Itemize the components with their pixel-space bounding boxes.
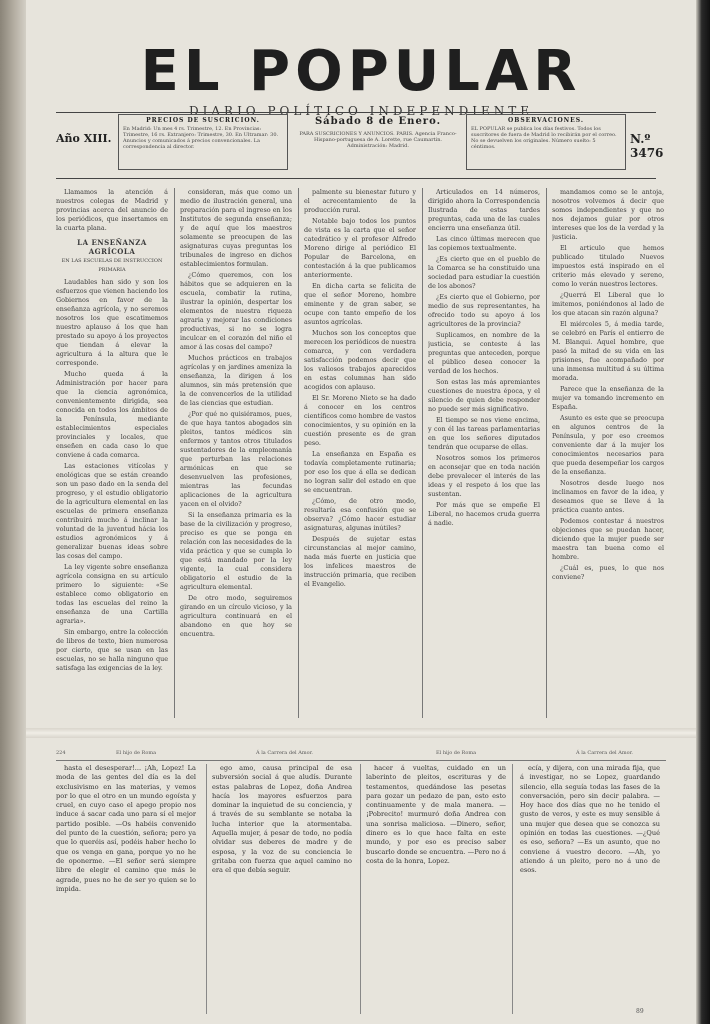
column-divider — [512, 764, 513, 1014]
article-paragraph: El Sr. Moreno Nieto se ha dado á conocer en los centros científicos como hombre de vastos conocimientos, y su opinión en la cuestión presente es de gran peso. — [304, 394, 416, 447]
issue-date: Sábado 8 de Enero. — [314, 116, 442, 127]
article-paragraph: El articulo que hemos publicado titulado Nuevos impuestos está inspirado en el criterio más elevado y sereno, como lo verán nuestros lectores. — [552, 244, 664, 288]
column-divider — [298, 188, 299, 718]
serial-text: ecía, y dijera, con una mirada fija, que á investigar, no se Lopez, guardando silencio, ella seguía todas las fases de la conversación, pero sin decir palabra. —Hoy hace dos días que no he tenido el gusto de veros, y este es muy sensible á una mujer que desea que se conozca su opinión en todas las cuestiones. —¿Qué es eso, señora? —Es un asunto, que no conviene á vuestro decoro. —Ah, yo atiendo á un pleito, pero no á uno de esos. — [520, 764, 660, 875]
lower-header-right: Á la Carrera del Amor. — [576, 750, 634, 756]
article-paragraph: De otro modo, seguiremos girando en un círculo vicioso, y la agricultura continuará en el abandono en que hoy se encuentra. — [180, 594, 292, 638]
lower-header-center: Á la Carrera del Amor. — [256, 750, 314, 756]
article-paragraph: ¿Cómo queremos, con los hábitos que se adquieren en la escuela, combatir la rutina, ilustrar la opinión, despertar los elementos de nuestra riqueza agraria y mejorar las condiciones productivas, si no se logra inculcar en el corazón del niño el amor á las cosas del campo? — [180, 271, 292, 351]
serial-column — [366, 764, 506, 1014]
article-paragraph: Llamamos la atención á nuestros colegas de Madrid y provincias acerca del anuncio de los periódicos, que insertamos en la cuarta plana. — [56, 188, 168, 232]
article-paragraph: Nosotros somos los primeros en aconsejar que en toda nación debe prevalecer el interés de las ideas y el respeto á los que las sustentan. — [428, 454, 540, 498]
serial-text: ego amo, causa principal de esa subversión social á que aludís. Durante estas palabras de Lopez, doña Andrea hacía los mayores esfuerzos para dominar la inquietud de su conciencia, y á través de su semblante se notaba la lucha interior que la atormentaba. Aquella mujer, á pesar de todo, no podía olvidar sus deberes de madre y de esposa, y la voz de su conciencia le gritaba con fuerza que aquel camino no era el que debía seguir. — [212, 764, 352, 875]
article-paragraph: ¿Es cierto que el Gobierno, por medio de sus representantes, ha ofrecido todo su apoyo á los agricultores de la provincia? — [428, 293, 540, 328]
article-paragraph: Podemos contestar á nuestros objeciones que se puedan hacer, diciendo que la mujer puede ser maestra tan buena como el hombre. — [552, 517, 664, 561]
year-label: Año XIII. — [56, 132, 112, 145]
article-paragraph: ¿Cuál es, pues, lo que nos conviene? — [552, 564, 664, 581]
article-paragraph: Las cinco últimas merecen que las copiemos textualmente. — [428, 235, 540, 252]
article-paragraph: ¿Querrá El Liberal que lo imitemos, poniéndonos al lado de los que atacan sin razón alguna? — [552, 291, 664, 317]
subscription-heading: PRECIOS DE SUSCRICION. — [146, 117, 260, 124]
article-column — [552, 188, 664, 718]
column-divider — [174, 188, 175, 718]
article-paragraph: Parece que la enseñanza de la mujer va tomando incremento en España. — [552, 385, 664, 411]
observations-body: EL POPULAR se publica los días festivos. Todos los suscritores de fuera de Madrid lo recibirán por el correo. No se devuelven los originales. Número suelto: 5 céntimos. — [471, 126, 617, 150]
article-paragraph: Laudables han sido y son los esfuerzos que vienen haciendo los Gobiernos en favor de la enseñanza agrícola, y no seremos nosotros los que escatimemos nuestro aplauso á los que han prestado su apoyo á los proyectos que tiendan á elevar la agricultura á la altura que le corresponde. — [56, 278, 168, 367]
article-paragraph: En dicha carta se felicita de que el señor Moreno, hombre eminente y de gran saber, se ocupe con tanto empeño de los asuntos agrícolas. — [304, 282, 416, 326]
newspaper-page — [26, 0, 696, 1024]
lower-header-center-right: El hijo de Roma — [436, 750, 477, 756]
article-paragraph: El tiempo se nos viene encima, y con él las tareas parlamentarias en que los señores diputados tendrán que ocuparse de ellas. — [428, 416, 540, 451]
serial-text: hasta el desesperar!... ¡Ah, Lopez! La moda de las gentes del día es la del exclusivismo en las materias, y vemos por lo que el otro en un mundo egoísta y cruel, en cuyo caso el apego propio nos induce á sacar cada uno para sí el mejor partido posible. —Os habéis convenido del punto de la cuestión, señora; pero ya que lo queréis así, podéis haber hecho lo que os venga en gana, porque yo no he de oponerme. —El señor será siempre libre de elegir el camino que más le agrade, pues no he de ser yo quien se lo impida. — [56, 764, 196, 893]
article-paragraph: ¿Por qué no quisiéramos, pues, de que haya tantos abogados sin pleitos, tantos médicos sin enfermos y tantos otros titulados sustentadores de la empleomanía que perturban las relaciones armónicas en que se desenvuelven las profesiones, mientras las fecundas aplicaciones de la agricultura yacen en el olvido? — [180, 410, 292, 508]
serial-column — [56, 764, 196, 1014]
article-paragraph: Articulados en 14 números, dirigido ahora la Correspondencia Ilustrada de estas tardes preguntas, cada una de las cuales encierra una enseñanza útil. — [428, 188, 540, 232]
article-headline: LA ENSEÑANZA AGRÍCOLA — [77, 238, 147, 256]
article-paragraph: Las estaciones vitícolas y enológicas que se están creando son un paso dado en la senda del progreso, y el estudio obligatorio de la agricultura elemental en las escuelas de primera enseñanza contribuirá mucho á inclinar la voluntad de la juventud hácia los estudios agronómicos y á generalizar buenas ideas sobre las cosas del campo. — [56, 462, 168, 560]
upper-columns — [56, 188, 666, 718]
article-paragraph: Nosotros desde luego nos inclinamos en favor de la idea, y deseamos que se lleve á la práctica cuanto antes. — [552, 479, 664, 514]
issue-number: N.º 3476 — [630, 132, 664, 160]
article-paragraph: Sin embargo, entre la colección de libros de texto, bien numerosa por cierto, que se usan en las escuelas, no se halla ninguno que satisfaga las exigencias de la ley. — [56, 628, 168, 672]
lower-header-center-left: El hijo de Roma — [116, 750, 157, 756]
newspaper-subtitle: DIARIO POLÍTICO INDEPENDIENTE — [189, 104, 533, 118]
article-paragraph: Suplicamos, en nombre de la justicia, se conteste á las preguntas que anteceden, porque el público desea conocer la verdad de los hechos. — [428, 331, 540, 375]
article-column — [56, 188, 168, 718]
article-paragraph: Si la enseñanza primaria es la base de la civilización y progreso, preciso es que se ponga en relación con las necesidades de la vida práctica y que se cumpla lo que está mandado por la ley vigente, la cual considera obligatorio el estudio de la agricultura elemental. — [180, 511, 292, 591]
article-paragraph: La enseñanza en España es todavía completamente rutinaria; por eso los que á ella se dedican no logran salir del estado en que se encuentran. — [304, 450, 416, 494]
lower-page-header — [56, 748, 666, 761]
serial-text: hacer á vueltas, cuidado en un laberinto de pleitos, escrituras y de testamentos, quedándose las pesetas para gozar un pedazo de pan, esto esto continuamente y de mala manera. —¡Pobrecito! murmuró doña Andrea con una sonrisa maliciosa. —Dinero, señor, dinero es lo que hace falta en este mundo, y por eso es preciso saber buscarlo donde se encuentra. —Pero no á costa de la honra, Lopez. — [366, 764, 506, 865]
book-spine — [0, 0, 26, 1024]
article-paragraph: Muchos prácticos en trabajos agrícolas y en jardines ameniza la enseñanza, la dirigen á los alumnos, sin más pretensión que la de convencerlos de la utilidad de las ciencias que estudian. — [180, 354, 292, 407]
article-paragraph: Después de sujetar estas circunstancias al mejor camino, nada más fuerte en justicia que los infelices maestros de instrucción primaria, que reciben el Evangelio. — [304, 535, 416, 588]
article-paragraph: Asunto es este que se preocupa en algunos centros de la Península, y por eso creemos conveniente dar á la mujer los conocimientos necesarios para que pueda desempeñar los cargos de la enseñanza. — [552, 414, 664, 476]
subscription-box — [118, 114, 288, 170]
article-paragraph: consideran, más que como un medio de ilustración general, una preparación para el ingreso en los Institutos de segunda enseñanza; y de aquí que los maestros solamente se preocupen de las asignaturas cuyas preguntas los tribunales de ingreso en dichos establecimientos formulan. — [180, 188, 292, 268]
observations-heading: OBSERVACIONES. — [508, 117, 584, 124]
newspaper-title: EL POPULAR — [140, 39, 582, 104]
infobar-rule-bottom — [56, 178, 656, 179]
article-paragraph: Mucho queda á la Administración por hacer para que la ciencia agronómica, convenientemente dirigida, sea conocida en todos los ámbitos de la Península, mediante establecimientos especiales provinciales y locales, que enseñen en cada caso lo que conviene á cada comarca. — [56, 370, 168, 459]
page-right-edge — [696, 0, 710, 1024]
article-paragraph: Notable bajo todos los puntos de vista es la carta que el señor catedrático y el profesor Alfredo Moreno dirige al periódico El Popular de Barcelona, en contestación á la que publicamos anteriormente. — [304, 217, 416, 279]
column-divider — [546, 188, 547, 718]
article-subheadline: EN LAS ESCUELAS DE INSTRUCCION PRIMARIA — [61, 258, 163, 273]
serial-column — [212, 764, 352, 1014]
article-paragraph: Muchos son los conceptos que merecen los periódicos de nuestra comarca, y con verdadera satisfacción podemos decir que los valiosos trabajos aparecidos en estas columnas han sido acogidos con aplauso. — [304, 329, 416, 391]
article-column — [428, 188, 540, 718]
article-paragraph: ¿Cómo, de otro modo, resultaría esa confusión que se observa? ¿Cómo hacer estudiar asignaturas, algunas inútiles? — [304, 497, 416, 532]
subscription-body: En Madrid: Un mes 4 rs. Trimestre, 12. En Provincias: Trimestre, 16 rs. Extranjero: Trimestre, 30. En Ultramar: 30. Anuncios y comunicados á precios convencionales. La correspondencia al director. — [123, 126, 279, 150]
column-divider — [206, 764, 207, 1014]
lower-header-left: 224 — [56, 750, 66, 756]
date-box-body: PARA SUSCRICIONES Y ANUNCIOS. PARIS. Agencia Franco-Hispano-portuguesa de A. Lorette, rue Caumartin. Administración: Madrid. — [299, 131, 457, 149]
article-paragraph: mandamos como se le antoja, nosotros volvemos á decir que somos independientes y que no nos dejamos guiar por otros intereses que los de la verdad y la justicia. — [552, 188, 664, 241]
article-paragraph: La ley vigente sobre enseñanza agrícola consigna en su artículo primero lo siguiente: «Se establece como obligatorio en todas las escuelas del reino la enseñanza de una Cartilla agraria». — [56, 563, 168, 625]
masthead-rule — [56, 112, 656, 113]
lower-page — [56, 748, 666, 1018]
observations-box — [466, 114, 626, 170]
article-column — [180, 188, 292, 718]
info-bar — [56, 114, 666, 174]
article-paragraph: Por más que se empeñe El Liberal, no hacemos cruda guerra á nadie. — [428, 501, 540, 527]
article-paragraph: ¿Es cierto que en el pueblo de la Comarca se ha constituido una sociedad para estudiar la cuestión de los abonos? — [428, 255, 540, 290]
article-paragraph: palmente su bienestar futuro y el acrecentamiento de la producción rural. — [304, 188, 416, 214]
column-divider — [422, 188, 423, 718]
column-divider — [360, 764, 361, 1014]
page-number: 89 — [636, 1008, 644, 1015]
article-paragraph: Son estas las más apremiantes cuestiones de nuestra época, y el silencio de quien debe responder no puede ser más significativo. — [428, 378, 540, 413]
serial-column — [520, 764, 660, 1014]
article-paragraph: El miércoles 5, á media tarde, se celebró en París el entierro de M. Blanqui. Aquel hombre, que pasó la mitad de su vida en las prisiones, fue acompañado por una inmensa multitud á su última morada. — [552, 320, 664, 382]
page-fold — [26, 728, 696, 738]
date-box — [294, 116, 462, 149]
article-column — [304, 188, 416, 718]
